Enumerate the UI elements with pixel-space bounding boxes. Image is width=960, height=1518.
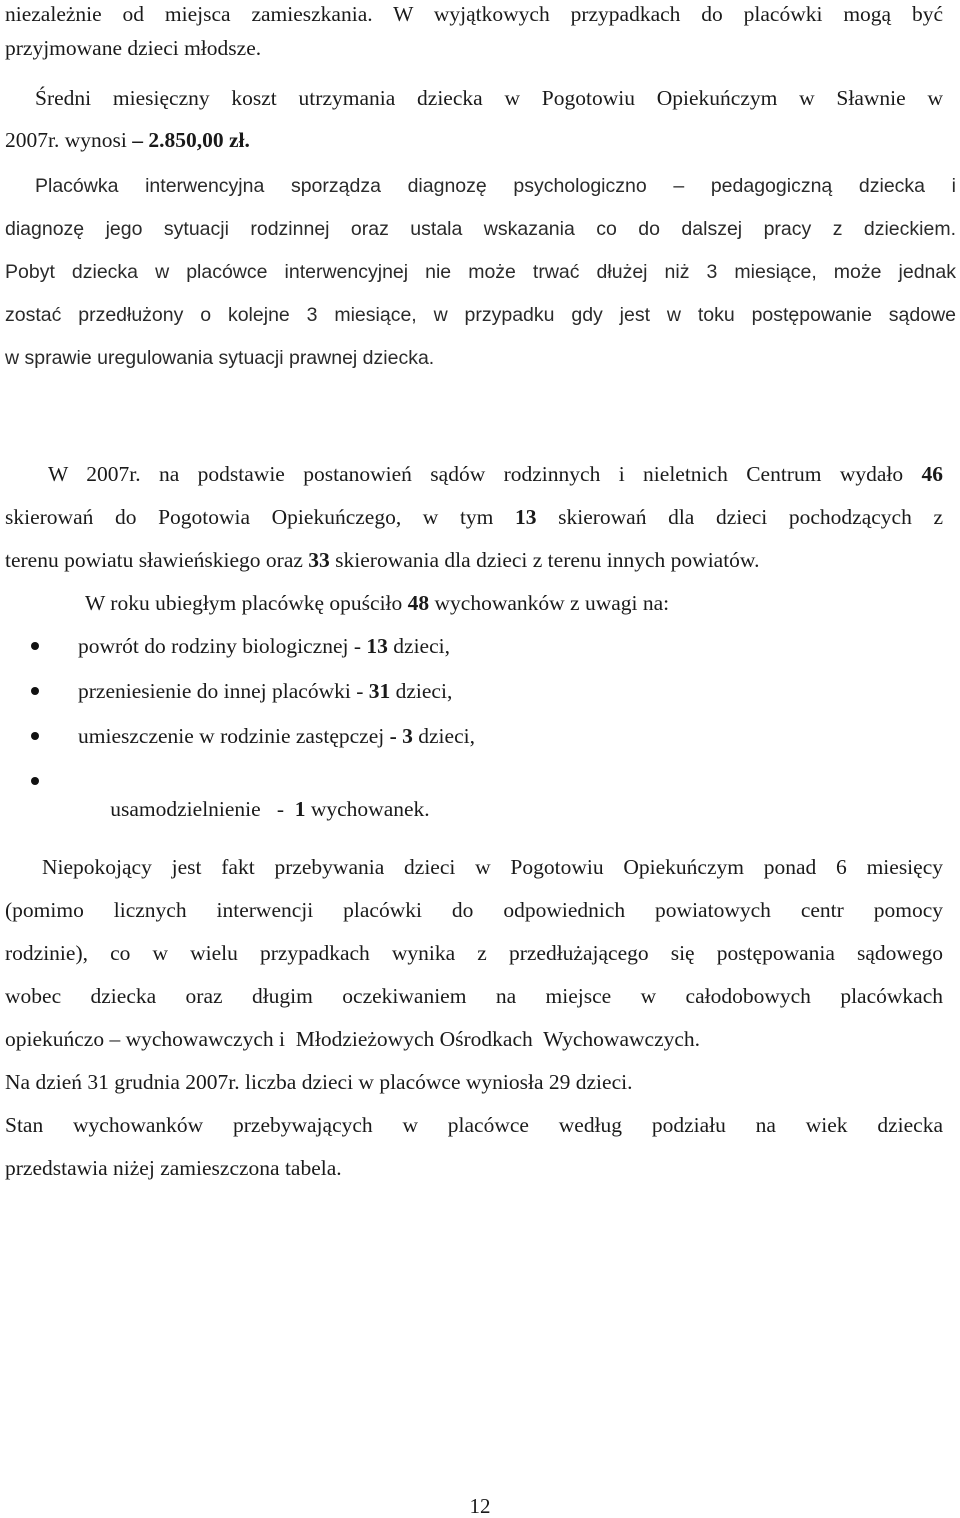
list-item-label: powrót do rodziny biologicznej - <box>78 634 367 658</box>
bullet-icon <box>31 687 39 695</box>
referrals-line-3-text: terenu powiatu sławieńskiego oraz <box>5 548 309 572</box>
referrals-other-count: 33 <box>308 548 330 572</box>
concern-line-2: (pomimo licznych interwencji placówki do odpowiednich powiatowych centr pomocy <box>5 898 943 922</box>
diagnosis-line-2: diagnozę jego sytuacji rodzinnej oraz ustala wskazania co do dalszej pracy z dzieckiem. <box>5 218 956 240</box>
list-item-count: - 3 <box>389 724 413 748</box>
list-item-text <box>78 677 452 705</box>
concern-line-5: opiekuńczo – wychowawczych i Młodzieżowych Ośrodkach Wychowawczych. <box>5 1027 701 1051</box>
list-item-label: usamodzielnienie - <box>110 797 295 821</box>
list-item-suffix: dzieci, <box>387 634 450 658</box>
diagnosis-line-5: w sprawie uregulowania sytuacji prawnej dziecka. <box>5 347 435 369</box>
list-item-count: 1 <box>294 797 306 821</box>
bullet-icon <box>31 642 39 650</box>
referrals-line-1-text: W 2007r. na podstawie postanowień sądów rodzinnych i nieletnich Centrum wydało <box>48 462 922 486</box>
intro-line-2: przyjmowane dzieci młodsze. <box>5 36 262 60</box>
diagnosis-line-1: Placówka interwencyjna sporządza diagnozę psychologiczno – pedagogiczną dziecka i <box>35 175 956 197</box>
concern-line-6: Na dzień 31 grudnia 2007r. liczba dzieci w placówce wyniosła 29 dzieci. <box>5 1070 633 1094</box>
list-item-suffix: dzieci, <box>412 724 475 748</box>
list-item-text <box>78 767 430 821</box>
referrals-line-2-text-b: skierowań dla dzieci pochodzących z <box>536 505 943 529</box>
concern-line-3: rodzinie), co w wielu przypadkach wynika z przedłużającego się postępowania sądowego <box>5 941 943 965</box>
concern-line-1: Niepokojący jest fakt przebywania dzieci w Pogotowiu Opiekuńczym ponad 6 miesięcy <box>42 855 943 879</box>
bullet-icon <box>31 732 39 740</box>
bullet-icon <box>31 777 39 785</box>
intro-line-1: niezależnie od miejsca zamieszkania. W wyjątkowych przypadkach do placówki mogą być <box>5 2 943 26</box>
referrals-line-3-text-b: skierowania dla dzieci z terenu innych powiatów. <box>329 548 760 572</box>
referrals-line-3 <box>5 546 943 574</box>
intro-line-3: Średni miesięczny koszt utrzymania dziecka w Pogotowiu Opiekuńczym w Sławnie w <box>35 86 943 110</box>
diagnosis-line-4: zostać przedłużony o kolejne 3 miesiące, w przypadku gdy jest w toku postępowanie sądowe <box>5 304 956 326</box>
departures-intro-text-b: wychowanków z uwagi na: <box>429 591 670 615</box>
referrals-line-2 <box>5 503 943 531</box>
list-item-text <box>78 722 475 750</box>
concern-line-7: Stan wychowanków przebywających w placówce według podziału na wiek dziecka <box>5 1113 943 1137</box>
referrals-total-count: 46 <box>921 462 943 486</box>
list-item-suffix: dzieci, <box>390 679 453 703</box>
list-item-text <box>78 632 450 660</box>
list-item-count: 31 <box>368 679 391 703</box>
diagnosis-line-3: Pobyt dziecka w placówce interwencyjnej nie może trwać dłużej niż 3 miesiące, może jednak <box>5 261 956 283</box>
concern-line-4: wobec dziecka oraz długim oczekiwaniem na miejsce w całodobowych placówkach <box>5 984 943 1008</box>
intro-line-4 <box>5 126 943 154</box>
referrals-line-1 <box>48 460 943 488</box>
concern-line-8: przedstawia niżej zamieszczona tabela. <box>5 1156 342 1180</box>
cost-prefix: 2007r. wynosi <box>5 128 133 152</box>
cost-value: – 2.850,00 zł. <box>132 128 250 152</box>
referrals-line-2-text: skierowań do Pogotowia Opiekuńczego, w tym <box>5 505 515 529</box>
list-item-label: przeniesienie do innej placówki - <box>78 679 369 703</box>
list-item-suffix: wychowanek. <box>305 797 430 821</box>
referrals-local-count: 13 <box>515 505 537 529</box>
page-number: 12 <box>469 1494 491 1518</box>
referrals-line-4 <box>85 589 960 617</box>
list-item-count: 13 <box>366 634 388 658</box>
list-item-label: umieszczenie w rodzinie zastępczej <box>78 724 390 748</box>
departures-count: 48 <box>407 591 430 615</box>
departures-intro-text: W roku ubiegłym placówkę opuściło <box>85 591 408 615</box>
